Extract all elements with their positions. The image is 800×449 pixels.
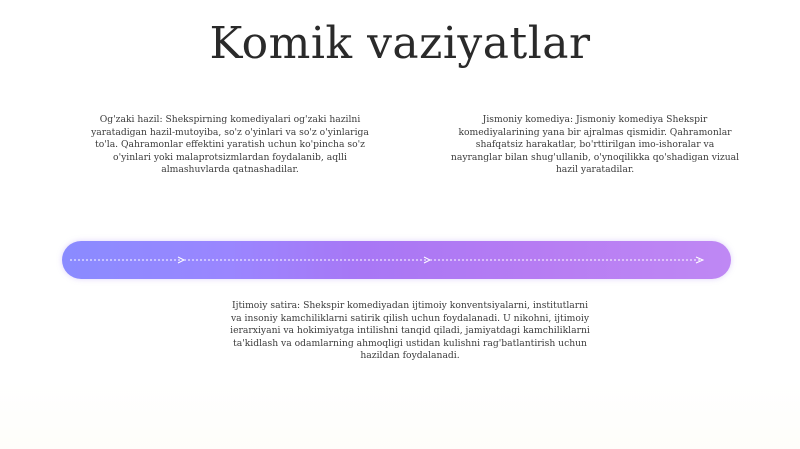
timeline-item-physical-comedy: [450, 114, 740, 177]
slide-title: Komik vaziyatlar: [209, 18, 591, 69]
timeline-item-social-satire: [230, 300, 590, 363]
timeline-item-text: Ijtimoiy satira: Shekspir komediyadan ijtimoiy konventsiyalarni, institutlarni va insoniy kamchiliklarni satirik qilish uchun foydalanadi. U nikohni, ijtimoiy ierarxiyani va hokimiyatga intilishni tanqid qiladi, jamiyatdagi kamchiliklarni ta'kidlash va odamlarning ahmoqligi ustidan kulishni rag'batlantirish uchun hazildan foydalanadi.: [230, 300, 590, 362]
timeline-item-verbal-humor: [85, 114, 375, 177]
background-glow: [0, 380, 800, 449]
timeline-dashed-arrow: [62, 241, 731, 279]
timeline-bar: [62, 241, 731, 279]
timeline-item-text: Jismoniy komediya: Jismoniy komediya Shekspir komediyalarining yana bir ajralmas qismidir. Qahramonlar shafqatsiz harakatlar, bo'rttirilgan imo-ishoralar va nayranglar bilan shug'ullanib, o'ynoqilikka qo'shadigan vizual hazil yaratadilar.: [450, 114, 740, 176]
timeline-item-text: Og'zaki hazil: Shekspirning komediyalari og'zaki hazilni yaratadigan hazil-mutoyiba, so'z o'yinlari va so'z o'yinlariga to'la. Qahramonlar effektini yaratish uchun ko'pincha so'z o'yinlari yoki malaprotsizmlardan foydalanib, aqlli almashuvlarda qatnashadilar.: [91, 114, 369, 176]
